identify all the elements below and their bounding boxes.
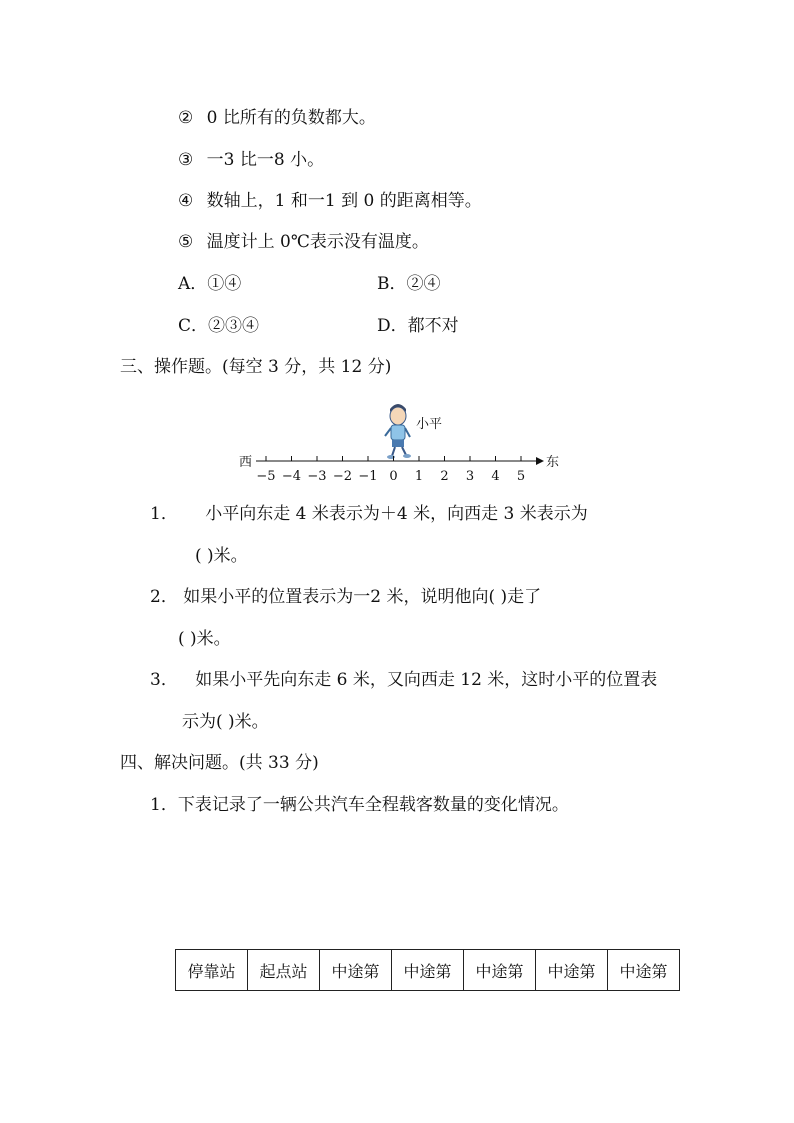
q3-1-line1 [150, 503, 588, 525]
statement-4 [178, 190, 482, 212]
table-cell: 中途第 [320, 950, 392, 991]
west-label: 西 [239, 455, 253, 470]
section-3-title: 三、操作题。(每空 3 分，共 12 分) [120, 357, 392, 377]
statement-2-mark: ② [178, 108, 194, 128]
table-cell: 中途第 [464, 950, 536, 991]
axis-tick-label: 3 [465, 469, 475, 484]
axis-tick-label: −1 [358, 469, 378, 484]
statement-2 [178, 107, 376, 129]
q3-2-line1 [150, 586, 541, 608]
axis-tick-label: −5 [256, 469, 276, 484]
q3-1-num: 1． [150, 504, 178, 524]
q3-3-line2: 示为( )米。 [182, 712, 269, 732]
axis-arrow [536, 457, 544, 465]
q3-3-num: 3． [150, 670, 178, 690]
statement-3-text: 一3 比一8 小。 [206, 150, 325, 170]
statement-2-text: 0 比所有的负数都大。 [206, 108, 376, 128]
xiaoping-label: 小平 [416, 417, 443, 432]
statement-5 [178, 231, 429, 253]
q3-2-line2: ( )米。 [178, 629, 231, 649]
number-line-figure [236, 396, 566, 486]
q3-2-text: 如果小平的位置表示为一2 米，说明他向( )走了 [183, 587, 542, 607]
q3-1-line2: ( )米。 [195, 546, 248, 566]
q3-1-text: 小平向东走 4 米表示为＋4 米，向西走 3 米表示为 [205, 504, 588, 524]
table-cell: 中途第 [536, 950, 608, 991]
axis-tick-label: −2 [332, 469, 353, 484]
bus-passenger-table [175, 949, 680, 991]
statement-5-text: 温度计上 0℃表示没有温度。 [206, 232, 429, 252]
option-d: D．都不对 [377, 316, 459, 336]
statement-4-mark: ④ [178, 191, 194, 211]
q3-3-text: 如果小平先向东走 6 米，又向西走 12 米，这时小平的位置表 [195, 670, 658, 690]
boy-illustration [385, 404, 411, 459]
table-cell: 停靠站 [176, 950, 248, 991]
q4-1-text: 1．下表记录了一辆公共汽车全程载客数量的变化情况。 [150, 795, 569, 815]
axis-tick-label: 2 [440, 469, 449, 484]
table-cell: 中途第 [608, 950, 680, 991]
axis-ticks [256, 456, 525, 484]
axis-tick-label: −4 [281, 469, 302, 484]
table-header-row [176, 950, 680, 991]
table-cell: 起点站 [248, 950, 320, 991]
section-4-title: 四、解决问题。(共 33 分) [120, 753, 319, 773]
statement-3-mark: ③ [178, 150, 194, 170]
axis-tick-label: −3 [307, 469, 327, 484]
table-cell: 中途第 [392, 950, 464, 991]
q3-3-line1 [150, 669, 657, 691]
statement-5-mark: ⑤ [178, 232, 194, 252]
axis-tick-label: 4 [491, 469, 500, 484]
axis-tick-label: 0 [389, 469, 398, 484]
axis-tick-label: 1 [414, 469, 424, 484]
axis-tick-label: 5 [516, 469, 526, 484]
q3-2-num: 2． [150, 587, 178, 607]
east-label: 东 [546, 455, 560, 470]
option-a: A．①④ [178, 274, 242, 294]
option-c: C．②③④ [178, 316, 260, 336]
option-b: B．②④ [377, 274, 441, 294]
statement-4-text: 数轴上，1 和一1 到 0 的距离相等。 [206, 191, 482, 211]
statement-3 [178, 149, 324, 171]
